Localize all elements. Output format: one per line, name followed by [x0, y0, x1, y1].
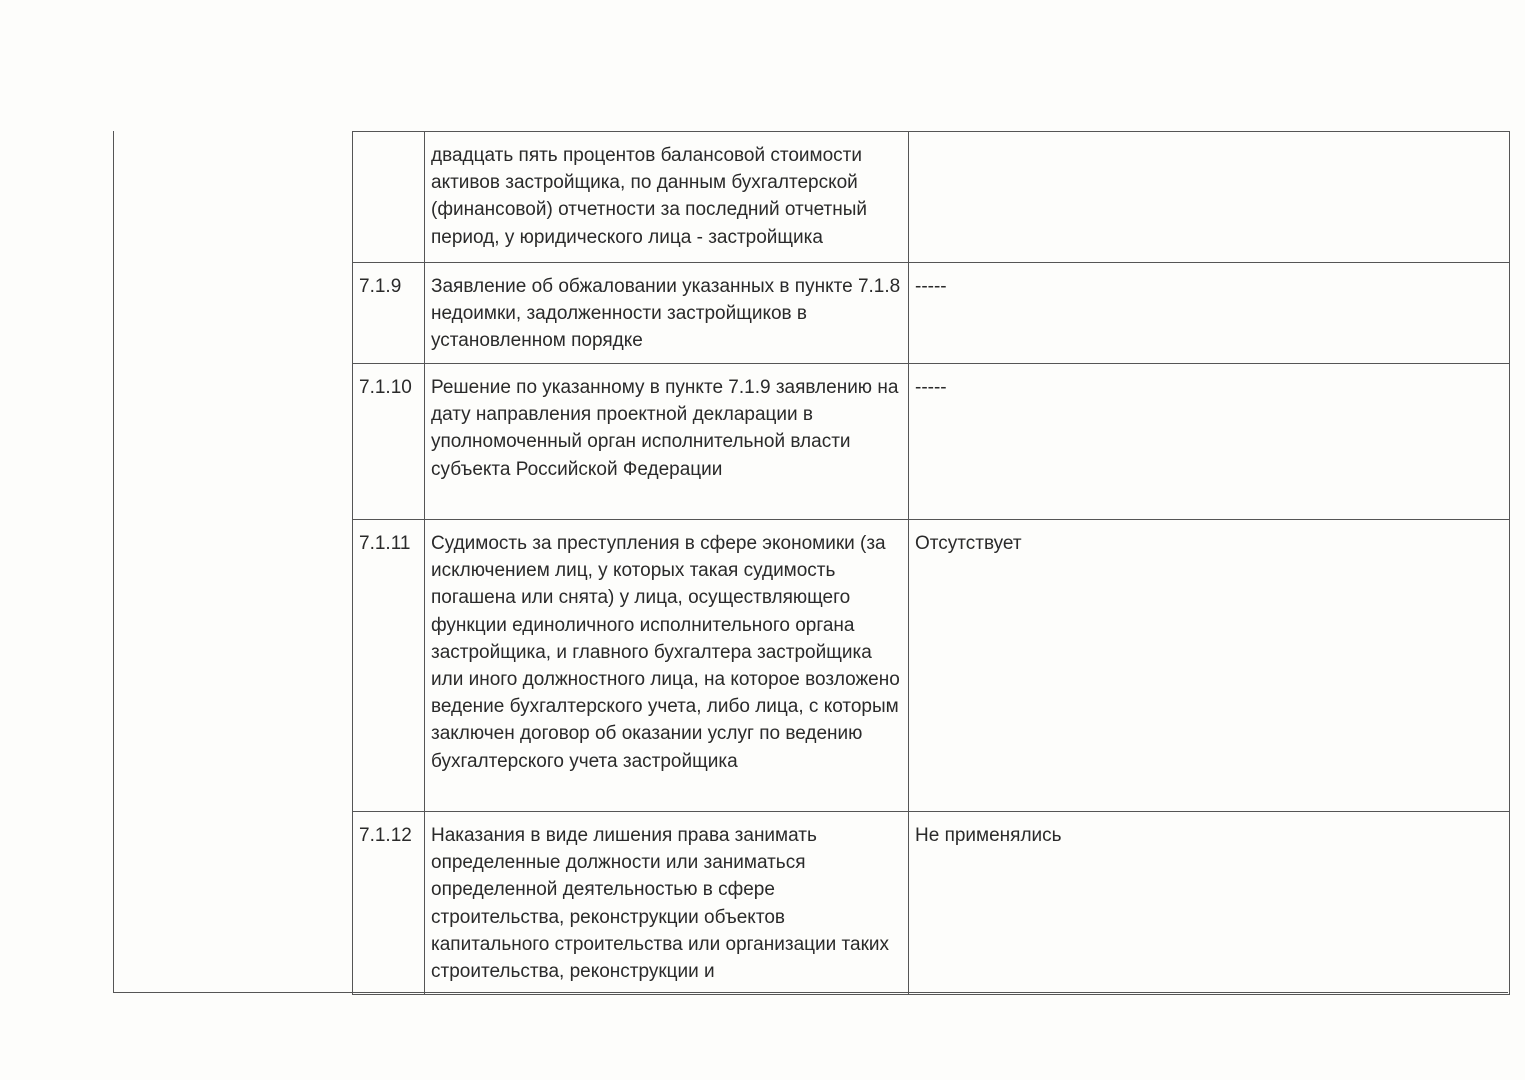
table-row	[353, 812, 1510, 995]
item-number: 7.1.9	[353, 263, 425, 364]
item-description: Заявление об обжаловании указанных в пункте 7.1.8 недоимки, задолженности застройщиков в установленном порядке	[425, 263, 909, 364]
item-number: 7.1.12	[353, 812, 425, 995]
item-description: двадцать пять процентов балансовой стоимости активов застройщика, по данным бухгалтерской (финансовой) отчетности за последний отчетный период, у юридического лица - застройщика	[425, 132, 909, 263]
table-row	[353, 263, 1510, 364]
item-value: Не применялись	[909, 812, 1510, 995]
item-value: Отсутствует	[909, 520, 1510, 812]
item-number	[353, 132, 425, 263]
item-number: 7.1.10	[353, 364, 425, 520]
item-value: -----	[909, 263, 1510, 364]
item-description: Судимость за преступления в сфере экономики (за исключением лиц, у которых такая судимость погашена или снята) у лица, осуществляющего функции единоличного исполнительного органа застройщика, и главного бухгалтера застройщика или иного должностного лица, на которое возложено ведение бухгалтерского учета, либо лица, с которым заключен договор об оказании услуг по ведению бухгалтерского учета застройщика	[425, 520, 909, 812]
table-row	[353, 520, 1510, 812]
declaration-table	[352, 131, 1510, 995]
table-row	[353, 132, 1510, 263]
table-container	[352, 131, 1509, 994]
item-description: Наказания в виде лишения права занимать определенные должности или заниматься определенной деятельностью в сфере строительства, реконструкции объектов капитального строительства или организации таких строительства, реконструкции и	[425, 812, 909, 995]
item-value	[909, 132, 1510, 263]
item-description: Решение по указанному в пункте 7.1.9 заявлению на дату направления проектной декларации в уполномоченный орган исполнительной власти субъекта Российской Федерации	[425, 364, 909, 520]
table-row	[353, 364, 1510, 520]
item-value: -----	[909, 364, 1510, 520]
item-number: 7.1.11	[353, 520, 425, 812]
